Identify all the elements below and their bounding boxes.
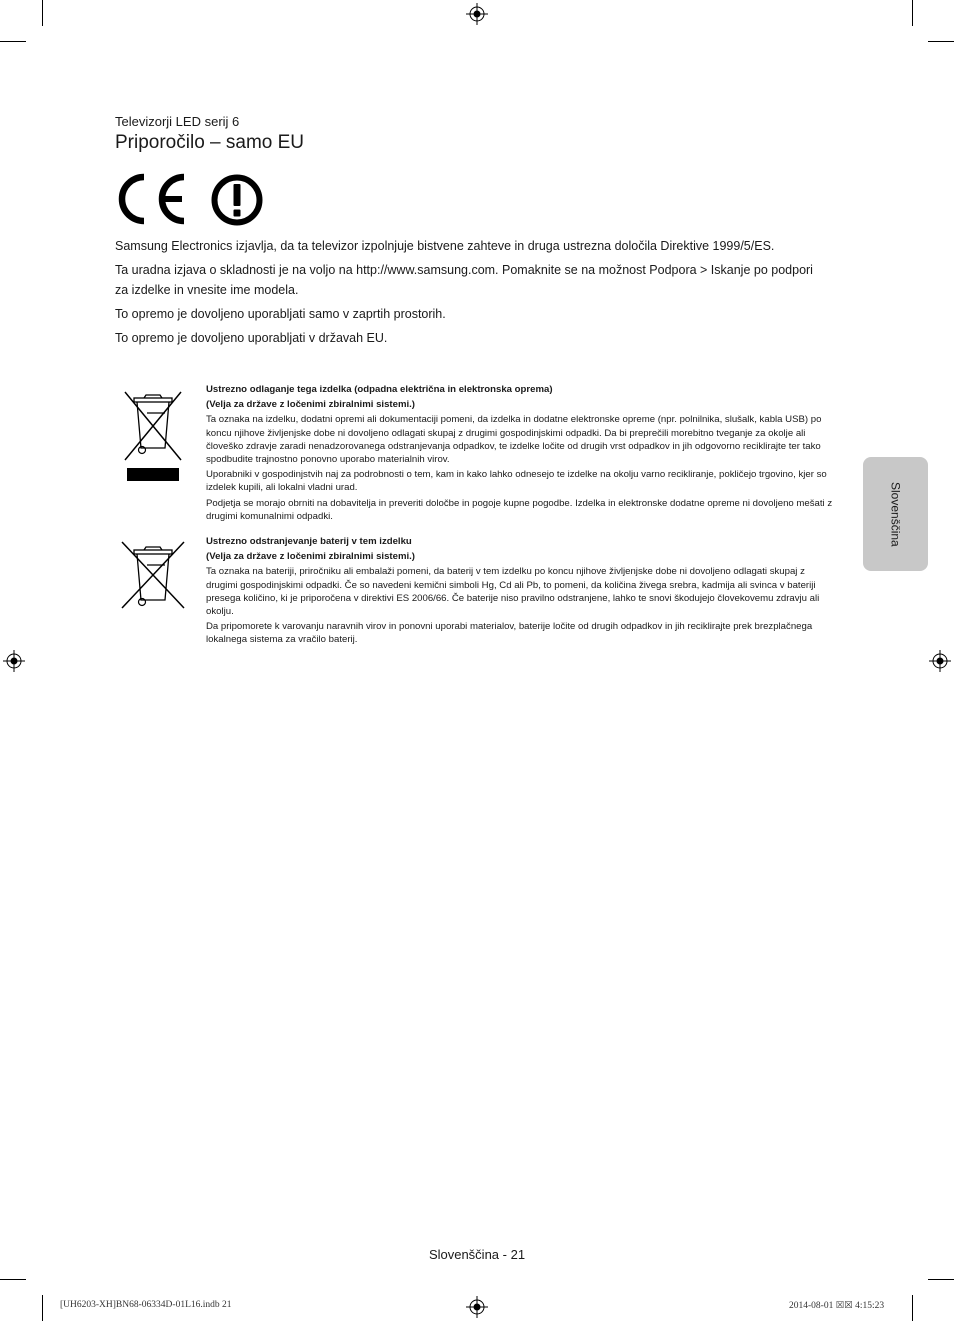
battery-disposal-paragraph: Da pripomorete k varovanju naravnih virov in ponovni uporabi materialov, baterije ločite od drugih odpadkov in jih reciklirajte prek brezplačnega lokalnega sistema za vračilo baterij. <box>206 621 813 646</box>
crop-mark <box>0 41 26 42</box>
registration-crosshair-icon <box>466 1296 488 1318</box>
crop-mark <box>928 41 954 42</box>
product-disposal-paragraph: Uporabniki v gospodinjstvih naj za podrobnosti o tem, kam in kako lahko odnesejo te izdelke na okolju varno recikliranje, pokličejo trgovino, kjer so izdelek kupili, ali lokalni vladni urad. <box>206 469 827 494</box>
registration-crosshair-icon <box>3 650 25 672</box>
print-imprint-timestamp: 2014-08-01 ☒☒ 4:15:23 <box>789 1301 885 1311</box>
battery-disposal-section <box>206 535 836 649</box>
crossed-out-wheelie-bin-icon <box>120 388 186 482</box>
crop-mark <box>42 0 43 26</box>
product-disposal-section <box>206 383 836 525</box>
page-number: Slovenščina - 21 <box>428 1247 526 1262</box>
product-disposal-paragraph: Podjetja se morajo obrniti na dobavitelja in preveriti določbe in pogoje kupne pogodbe. Izdelka in elektronske dodatne opreme ni dovoljeno mešati z drugimi komunalnimi odpadki. <box>206 497 833 522</box>
intro-paragraph: Samsung Electronics izjavlja, da ta televizor izpolnjuje bistvene zahteve in druga ustrezna določila Direktive 1999/5/ES. <box>115 239 775 253</box>
language-side-tab-label: Slovenščina <box>888 481 903 547</box>
crop-mark <box>912 0 913 26</box>
registration-crosshair-icon <box>466 3 488 25</box>
print-imprint-file: [UH6203-XH]BN68-06334D-01L16.indb 21 <box>60 1300 232 1310</box>
product-disposal-paragraph: Ta oznaka na izdelku, dodatni opremi ali dokumentaciji pomeni, da izdelka in dodatne elektronske opreme (npr. polnilnika, slušalk, kabla USB) po koncu njihove življenjske dobe ni dovoljeno odlagati skupaj z drugimi gospodinjskimi odpadki. Da bi preprečili morebitno tveganje za okolje ali človeško zdravje zaradi nenadzorovanega odstranjevanja odpadkov, te izdelke ločite od drugih vrst odpadkov in jih odgovorno reciklirajte ter tako spodbudite trajnostno ponovno uporabo materialnih virov. <box>206 414 822 466</box>
crop-mark <box>0 1279 26 1280</box>
intro-paragraph: Ta uradna izjava o skladnosti je na voljo na http://www.samsung.com. Pomaknite se na možnost Podpora > Iskanje po podpori za izdelke in vnesite ime modela. <box>115 263 813 297</box>
product-disposal-subheading: (Velja za države z ločenimi zbiralnimi sistemi.) <box>206 399 416 411</box>
crop-mark <box>912 1295 913 1321</box>
crop-mark <box>928 1279 954 1280</box>
battery-disposal-heading: Ustrezno odstranjevanje baterij v tem izdelku <box>206 536 412 547</box>
language-side-tab <box>863 457 928 571</box>
battery-disposal-paragraph: Ta oznaka na bateriji, priročniku ali embalaži pomeni, da baterij v tem izdelku po koncu njihove življenjske dobe ni dovoljeno odlagati skupaj z drugimi gospodinjskimi odpadki. Če so navedeni kemični simboli Hg, Cd ali Pb, to pomeni, da količina živega srebra, kadmija ali svinca v bateriji presega količino, ki je priporočena v direktivi ES 2006/66. Če baterije niso pravilno odstranjene, lahko te snovi škodujejo človekovemu zdravju ali okolju. <box>206 566 820 618</box>
intro-paragraph: To opremo je dovoljeno uporabljati samo v zaprtih prostorih. <box>115 307 446 321</box>
section-subtitle: Televizorji LED serij 6 <box>115 114 240 129</box>
exclamation-circle-icon <box>210 173 264 227</box>
crop-mark <box>42 1295 43 1321</box>
ce-mark-icon <box>114 173 186 225</box>
page-title: Priporočilo – samo EU <box>115 132 305 153</box>
intro-paragraph: To opremo je dovoljeno uporabljati v državah EU. <box>115 331 388 345</box>
battery-disposal-subheading: (Velja za države z ločenimi zbiralnimi sistemi.) <box>206 551 416 563</box>
product-disposal-heading: Ustrezno odlaganje tega izdelka (odpadna električna in elektronska oprema) <box>206 384 553 395</box>
crossed-out-wheelie-bin-icon <box>120 540 186 612</box>
registration-crosshair-icon <box>929 650 951 672</box>
